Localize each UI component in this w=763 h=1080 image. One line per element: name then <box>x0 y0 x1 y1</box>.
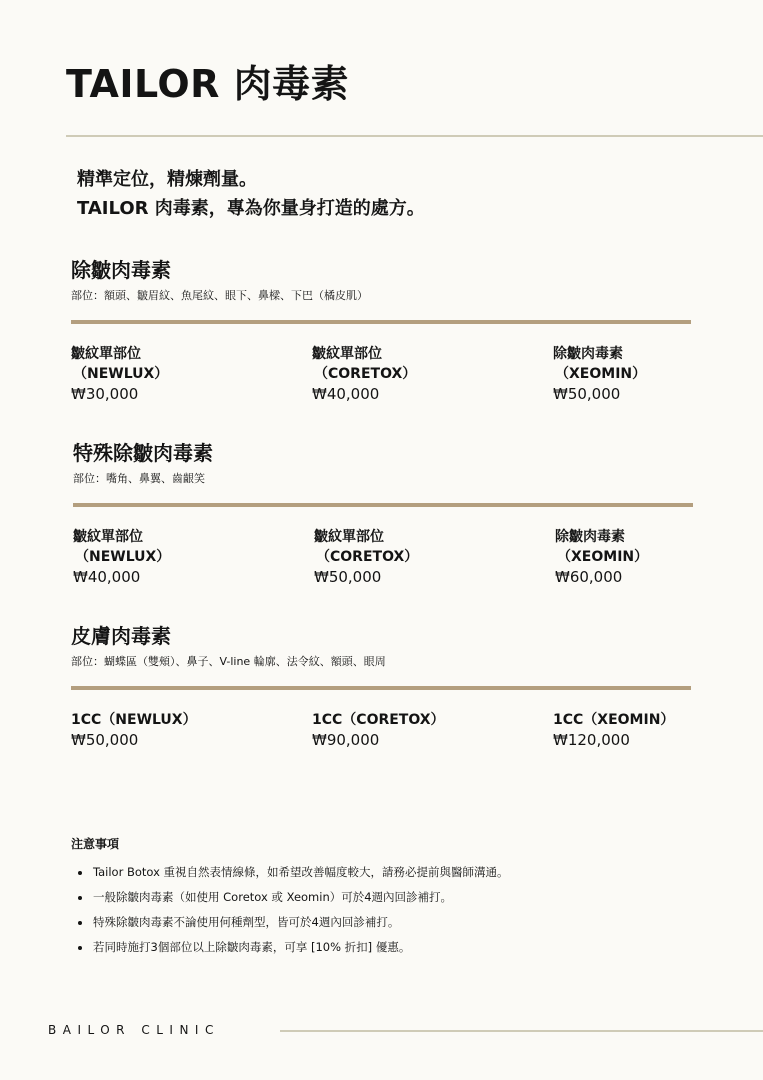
section-divider <box>71 686 691 690</box>
section-divider <box>71 320 691 324</box>
footer-brand: BAILOR CLINIC <box>48 1023 220 1037</box>
price-item-xeomin <box>553 710 674 750</box>
section-special-wrinkle-botox <box>73 439 693 586</box>
notes-title: 注意事項 <box>71 837 120 851</box>
item-name: 1CC（CORETOX） <box>312 712 445 728</box>
section-title: 除皺肉毒素 <box>71 258 171 282</box>
item-price: ₩30,000 <box>71 385 139 403</box>
section-title: 特殊除皺肉毒素 <box>73 441 213 465</box>
section-title: 皮膚肉毒素 <box>71 624 171 648</box>
price-item-newlux <box>73 527 170 587</box>
item-name: 皺紋單部位 <box>314 529 384 545</box>
item-price: ₩60,000 <box>555 568 623 586</box>
note-item: 若同時施打3個部位以上除皺肉毒素，可享 [10% 折扣] 優惠。 <box>71 935 711 960</box>
item-brand: （XEOMIN） <box>555 366 647 382</box>
item-brand: （CORETOX） <box>314 366 417 382</box>
item-brand: （NEWLUX） <box>73 366 169 382</box>
section-treatment-areas: 部位：額頭、皺眉紋、魚尾紋、眼下、鼻樑、下巴（橘皮肌） <box>71 289 368 302</box>
item-price: ₩50,000 <box>71 731 139 749</box>
item-name: 1CC（XEOMIN） <box>553 712 675 728</box>
section-wrinkle-botox <box>71 256 691 403</box>
item-price: ₩90,000 <box>312 731 380 749</box>
item-name: 除皺肉毒素 <box>553 346 623 362</box>
item-brand: （XEOMIN） <box>557 549 649 565</box>
price-item-coretox <box>314 527 418 587</box>
item-price: ₩40,000 <box>73 568 141 586</box>
page-title: TAILOR 肉毒素 <box>66 62 350 106</box>
item-name: 皺紋單部位 <box>73 529 143 545</box>
notes-list <box>71 860 711 960</box>
note-item: Tailor Botox 重視自然表情線條，如希望改善幅度較大，請務必提前與醫師溝通。 <box>71 860 711 885</box>
tagline-line-1: 精準定位，精煉劑量。 <box>77 169 257 190</box>
price-item-coretox <box>312 344 416 404</box>
item-price: ₩120,000 <box>553 731 630 749</box>
section-skin-botox <box>71 622 691 749</box>
price-item-coretox <box>312 710 445 750</box>
item-price: ₩50,000 <box>553 385 621 403</box>
section-treatment-areas: 部位：蝴蝶區（雙頰）、鼻子、V-line 輪廓、法令紋、額頭、眼周 <box>71 655 386 668</box>
footer-divider <box>280 1030 763 1032</box>
price-item-newlux <box>71 344 168 404</box>
item-brand: （NEWLUX） <box>75 549 171 565</box>
price-item-newlux <box>71 710 197 750</box>
item-price: ₩40,000 <box>312 385 380 403</box>
item-name: 皺紋單部位 <box>312 346 382 362</box>
tagline-line-2: TAILOR 肉毒素，專為你量身打造的處方。 <box>77 198 425 219</box>
item-price: ₩50,000 <box>314 568 382 586</box>
note-item: 一般除皺肉毒素（如使用 Coretox 或 Xeomin）可於4週內回診補打。 <box>71 885 711 910</box>
price-item-xeomin <box>553 344 646 404</box>
section-treatment-areas: 部位：嘴角、鼻翼、齒齦笑 <box>73 472 205 485</box>
notes-section <box>71 835 711 960</box>
title-divider <box>66 135 763 137</box>
item-brand: （CORETOX） <box>316 549 419 565</box>
item-name: 皺紋單部位 <box>71 346 141 362</box>
note-item: 特殊除皺肉毒素不論使用何種劑型，皆可於4週內回診補打。 <box>71 910 711 935</box>
item-name: 除皺肉毒素 <box>555 529 625 545</box>
item-name: 1CC（NEWLUX） <box>71 712 197 728</box>
price-item-xeomin <box>555 527 648 587</box>
section-divider <box>73 503 693 507</box>
